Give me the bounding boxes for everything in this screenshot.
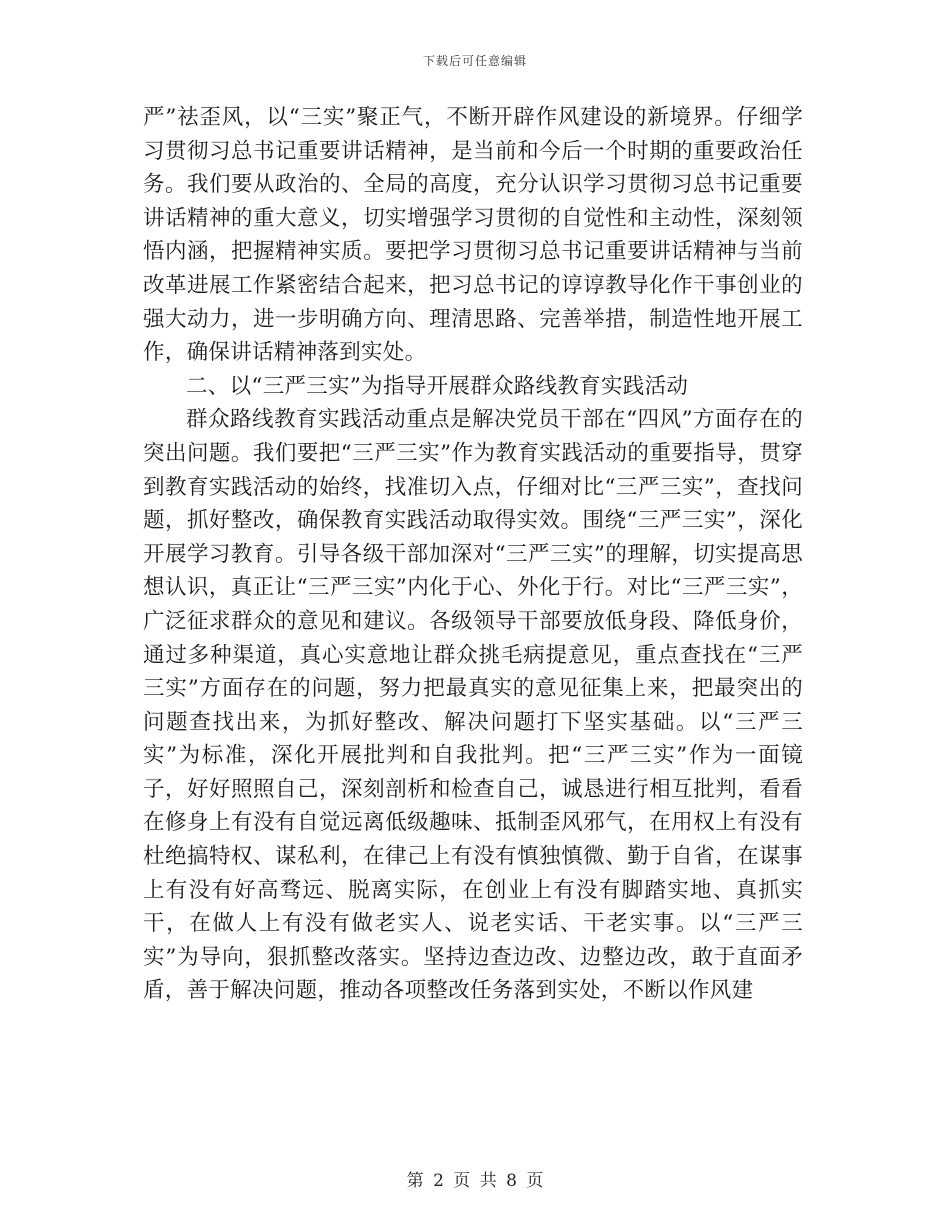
- page-number: 第 2 页 共 8 页: [406, 1171, 544, 1191]
- header-note: 下载后可任意编辑: [422, 54, 527, 68]
- section-heading-2: 二、以“三严三实”为指导开展群众路线教育实践活动: [186, 373, 689, 399]
- document-body: [143, 101, 803, 1008]
- paragraph-2: 群众路线教育实践活动重点是解决党员干部在“四风”方面存在的突出问题。我们要把“三严三实”作为教育实践活动的重要指导，贯穿到教育实践活动的始终，找准切入点，仔细对比“三严三实”，查找问题，抓好整改，确保教育实践活动取得实效。围绕“三严三实”，深化开展学习教育。引导各级干部加深对“三严三实”的理解，切实提高思想认识，真正让“三严三实”内化于心、外化于行。对比“三严三实”，广泛征求群众的意见和建议。各级领导干部要放低身段、降低身价，通过多种渠道，真心实意地让群众挑毛病提意见，重点查找在“三严三实”方面存在的问题，努力把最真实的意见征集上来，把最突出的问题查找出来，为抓好整改、解决问题打下坚实基础。以“三严三实”为标准，深化开展批判和自我批判。把“三严三实”作为一面镜子，好好照照自己，深刻剖析和检查自己，诚恳进行相互批判，看看在修身上有没有自觉远离低级趣味、抵制歪风邪气，在用权上有没有杜绝搞特权、谋私利，在律己上有没有慎独慎微、勤于自省，在谋事上有没有好高骛远、脱离实际，在创业上有没有脚踏实地、真抓实干，在做人上有没有做老实人、说老实话、干老实事。以“三严三实”为导向，狠抓整改落实。坚持边查边改、边整边改，敢于直面矛盾，善于解决问题，推动各项整改任务落到实处，不断以作风建: [143, 407, 803, 1004]
- paragraph-1: 严”祛歪风，以“三实”聚正气，不断开辟作风建设的新境界。仔细学习贯彻习总书记重要讲话精神，是当前和今后一个时期的重要政治任务。我们要从政治的、全局的高度，充分认识学习贯彻习总书记重要讲话精神的重大意义，切实增强学习贯彻的自觉性和主动性，深刻领悟内涵，把握精神实质。要把学习贯彻习总书记重要讲话精神与当前改革进展工作紧密结合起来，把习总书记的谆谆教导化作干事创业的强大动力，进一步明确方向、理清思路、完善举措，制造性地开展工作，确保讲话精神落到实处。: [143, 105, 803, 366]
